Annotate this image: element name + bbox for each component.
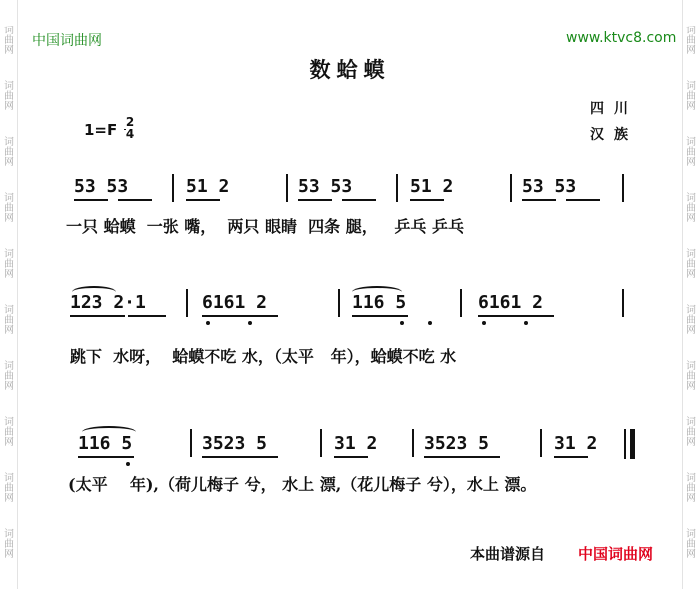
watermark-gap [3,336,15,362]
watermark-glyph: 网 [4,381,14,392]
watermark-gap [685,280,697,306]
beam [70,315,125,317]
lyrics-line-3: (太平 年),（荷儿梅子 兮， 水上 漂,（花儿梅子 兮），水上 漂。 [68,475,537,494]
watermark-glyph: 词 [4,137,14,148]
site-url-header[interactable]: www.ktvc8.com [566,30,677,46]
watermark-glyph: 网 [686,493,696,504]
watermark-gap [3,504,15,530]
watermark-glyph: 曲 [686,147,696,158]
measure-3-4: 3523 5 [424,433,490,454]
watermark-gap [3,168,15,194]
measure-1-1: 53 53 [74,176,129,197]
watermark-glyph: 网 [686,269,696,280]
watermark-glyph: 曲 [4,259,14,270]
beam [202,456,278,458]
watermark-glyph: 曲 [686,539,696,550]
beam [352,315,408,317]
watermark-glyph: 网 [4,325,14,336]
watermark-glyph: 词 [686,361,696,372]
origin-ethnicity: 汉族 [590,127,638,143]
measure-1-2: 51 2 [186,176,230,197]
watermark-glyph: 网 [4,549,14,560]
time-signature-top: 2 [125,115,135,129]
watermark-glyph: 网 [4,493,14,504]
watermark-glyph: 词 [4,361,14,372]
watermark-glyph: 曲 [686,35,696,46]
watermark-glyph: 词 [4,529,14,540]
beam [298,199,332,201]
watermark-glyph: 网 [4,157,14,168]
watermark-glyph: 网 [686,437,696,448]
beam [566,199,600,201]
low-octave-dot [206,321,210,325]
watermark-glyph: 词 [4,305,14,316]
watermark-glyph: 曲 [4,91,14,102]
watermark-glyph: 网 [686,381,696,392]
watermark-glyph: 曲 [686,91,696,102]
watermark-gap [685,224,697,250]
barline [320,429,322,457]
watermark-gap [685,560,697,586]
source-site-link[interactable]: 中国词曲网 [578,545,654,563]
watermark-glyph: 曲 [4,315,14,326]
beam [78,456,134,458]
watermark-glyph: 曲 [4,35,14,46]
watermark-gap [685,448,697,474]
measure-1-4: 51 2 [410,176,454,197]
barline [622,174,624,202]
beam [334,456,368,458]
beam [478,315,554,317]
watermark-glyph: 词 [686,193,696,204]
measure-2-3: 116 5 [352,292,407,313]
watermark-glyph: 网 [686,45,696,56]
lyrics-line-1: 一只 蛤蟆 一张 嘴， 两只 眼睛 四条 腿， 乒乓 乒乓 [66,217,464,236]
origin-region: 四川 [590,101,638,117]
watermark-glyph: 词 [4,26,14,36]
low-octave-dot [524,321,528,325]
time-signature-divider [124,129,126,130]
low-octave-dot [482,321,486,325]
watermark-glyph: 词 [686,529,696,540]
barline [286,174,288,202]
watermark-glyph: 词 [4,249,14,260]
beam [118,199,152,201]
measure-3-2: 3523 5 [202,433,268,454]
watermark-glyph: 词 [686,417,696,428]
watermark-glyph: 曲 [686,371,696,382]
watermark-gap [685,112,697,138]
watermark-glyph: 曲 [4,203,14,214]
watermark-gap [3,448,15,474]
watermark-gap [3,224,15,250]
watermark-gap [3,560,15,586]
final-barline-thin [624,429,626,459]
watermark-glyph: 词 [686,249,696,260]
beam [342,199,376,201]
key-signature: 1=F [84,121,118,139]
watermark-gap [685,504,697,530]
site-name-header[interactable]: 中国词曲网 [32,33,102,49]
barline [412,429,414,457]
low-octave-dot [126,462,130,466]
watermark-glyph: 曲 [4,427,14,438]
low-octave-dot [400,321,404,325]
watermark-glyph: 曲 [4,539,14,550]
watermark-glyph: 网 [4,437,14,448]
time-signature [124,116,136,140]
beam [74,199,108,201]
watermark-glyph: 网 [4,213,14,224]
right-border-line [682,0,683,589]
measure-1-3: 53 53 [298,176,353,197]
watermark-glyph: 网 [686,101,696,112]
low-octave-dot [428,321,432,325]
measure-2-1: 123 2·1 [70,292,146,313]
low-octave-dot [248,321,252,325]
watermark-glyph: 曲 [4,371,14,382]
watermark-glyph: 词 [686,81,696,92]
watermark-glyph: 词 [686,137,696,148]
watermark-glyph: 网 [686,157,696,168]
barline [190,429,192,457]
watermark-gap [3,112,15,138]
barline [186,289,188,317]
watermark-glyph: 曲 [686,203,696,214]
watermark-gap [685,168,697,194]
watermark-glyph: 曲 [686,427,696,438]
lyrics-line-2: 跳下 水呀， 蛤蟆不吃 水，（太平 年），蛤蟆不吃 水 [70,347,457,366]
watermark-gap [3,280,15,306]
final-barline-thick [630,429,635,459]
watermark-glyph: 词 [686,473,696,484]
beam [186,199,220,201]
watermark-glyph: 曲 [4,147,14,158]
watermark-glyph: 词 [4,417,14,428]
beam [554,456,588,458]
watermark-glyph: 词 [4,473,14,484]
watermark-glyph: 网 [4,45,14,56]
barline [460,289,462,317]
measure-1-5: 53 53 [522,176,577,197]
watermark-glyph: 词 [686,305,696,316]
watermark-glyph: 网 [686,213,696,224]
watermark-glyph: 曲 [4,483,14,494]
measure-2-4: 6161 2 [478,292,544,313]
side-watermark-left [3,26,15,586]
barline [622,289,624,317]
barline [510,174,512,202]
beam [202,315,278,317]
watermark-gap [685,336,697,362]
watermark-glyph: 曲 [686,315,696,326]
watermark-gap [685,392,697,418]
watermark-glyph: 词 [686,26,696,36]
watermark-glyph: 曲 [686,483,696,494]
measure-3-3: 31 2 [334,433,378,454]
measure-3-5: 31 2 [554,433,598,454]
measure-3-1: 116 5 [78,433,133,454]
barline [540,429,542,457]
watermark-glyph: 网 [686,325,696,336]
barline [172,174,174,202]
watermark-glyph: 网 [4,101,14,112]
watermark-glyph: 词 [4,81,14,92]
watermark-glyph: 网 [4,269,14,280]
measure-2-2: 6161 2 [202,292,268,313]
barline [396,174,398,202]
watermark-glyph: 曲 [686,259,696,270]
beam [128,315,166,317]
beam [424,456,500,458]
beam [522,199,556,201]
watermark-glyph: 网 [686,549,696,560]
beam [410,199,444,201]
watermark-glyph: 词 [4,193,14,204]
source-credit: 本曲谱源自 [470,545,546,563]
song-title: 数蛤蟆 [309,58,391,82]
watermark-gap [3,392,15,418]
side-watermark-right [685,26,697,586]
time-signature-bottom: 4 [125,127,135,141]
barline [338,289,340,317]
left-border-line [17,0,18,589]
